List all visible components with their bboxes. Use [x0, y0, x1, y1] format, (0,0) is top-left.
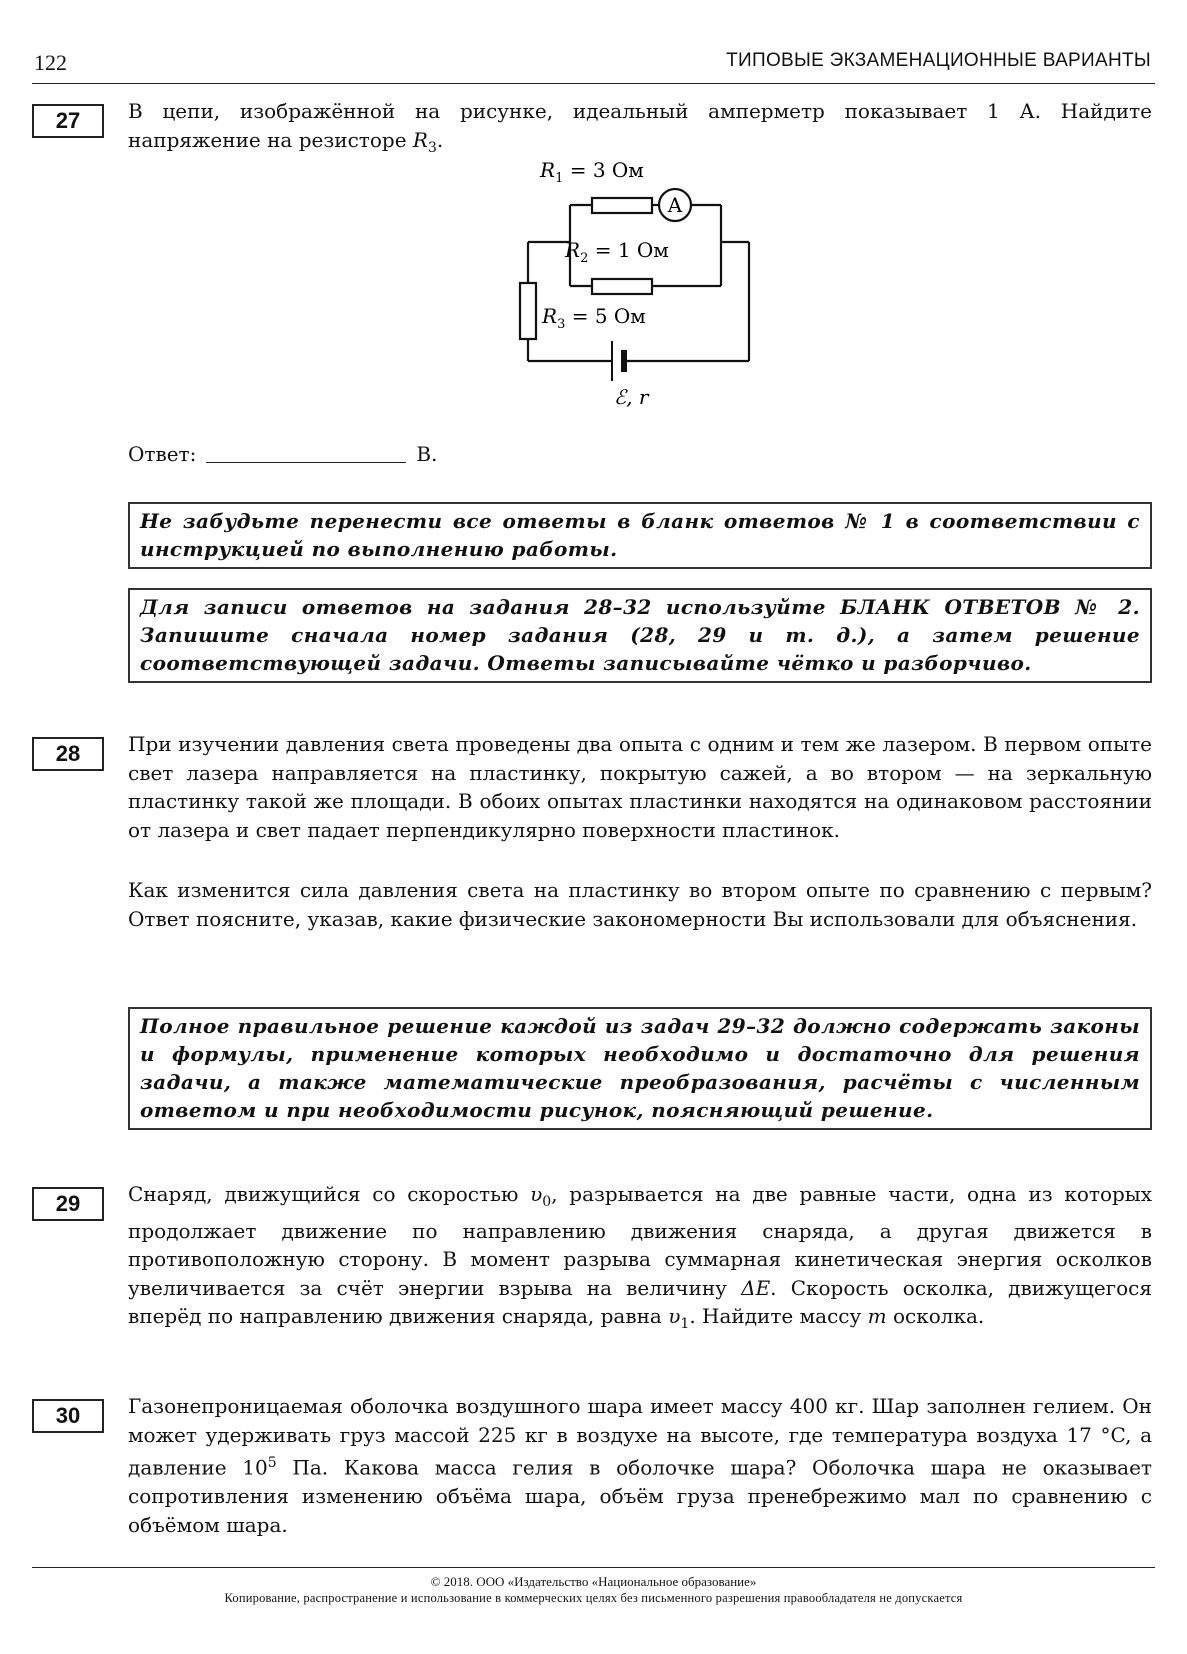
task29-v0-sub: 0 — [542, 1194, 552, 1210]
battery-short-plate — [621, 350, 627, 372]
task28-paragraph-1: При изучении давления света проведены два опыта с одним и тем же лазером. В первом опыте свет лазера направляется на пластинку, покрытую сажей, а во втором — на зеркальную пластинку такой же площади. В обоих опытах пластинки находятся на одинаковом расстоянии от лазера и свет падает перпендикулярно поверхности пластинок. — [128, 732, 1152, 842]
task29-v1-sub: 1 — [680, 1316, 690, 1332]
task-number-30: 30 — [32, 1399, 104, 1433]
task29-text-2: , разрывается на две равные части, одна из которых продолжает движение по направлению движения снаряда, а другая движется в противоположную сторону. В момент разрыва суммарная кинетическая энергия осколков увеличивается за счёт энергии взрыва на величину — [128, 1182, 1152, 1300]
task29-delta-e: ΔE — [741, 1275, 771, 1300]
resistor-r3 — [520, 283, 536, 339]
page-number: 122 — [34, 50, 67, 75]
footer-notice: Копирование, распространение и использование в коммерческих целях без письменного разрешения правообладателя не допускается — [224, 1591, 963, 1605]
footer-divider — [32, 1567, 1155, 1568]
header-divider — [32, 83, 1155, 84]
answer-label: Ответ: — [128, 442, 197, 466]
footer-copyright: © 2018. ООО «Издательство «Национальное образование» — [430, 1574, 757, 1589]
r1-label: $R_1 = 3$ Ом — [540, 158, 644, 186]
running-header: ТИПОВЫЕ ЭКЗАМЕНАЦИОННЫЕ ВАРИАНТЫ — [726, 50, 1151, 71]
resistor-r2 — [592, 279, 652, 294]
task29-v0: υ — [530, 1182, 543, 1206]
answer-field[interactable] — [206, 462, 406, 463]
r3-label: $R_3 = 5$ Ом — [542, 304, 646, 332]
task29-text — [128, 1180, 1152, 1339]
source-label: ℰ, r — [614, 385, 649, 409]
resistor-r1 — [592, 198, 652, 213]
task29-v1: υ — [668, 1304, 681, 1328]
task29-text-5: осколка. — [886, 1304, 985, 1328]
task30-text-1: Газонепроницаемая оболочка воздушного шара имеет массу 400 кг. Шар заполнен гелием. Он может удерживать груз массой 225 кг в воздухе на высоте, где температура воздуха 17 °C, а давление 10 — [128, 1394, 1152, 1480]
task27-text — [128, 97, 1152, 162]
task30-text — [128, 1392, 1152, 1539]
task29-text-3: . Скорость осколка, движущегося вперёд по направлению движения снаряда, равна — [128, 1275, 1152, 1328]
notice-transfer-answers: Не забудьте перенести все ответы в бланк ответов № 1 в соответствии с инструкцией по выполнению работы. — [128, 502, 1152, 569]
notice-full-solution: Полное правильное решение каждой из задач 29–32 должно содержать законы и формулы, применение которых необходимо и достаточно для решения задачи, а также математические преобразования, расчёты с численным ответом и при необходимости рисунок, поясняющий решение. — [128, 1007, 1152, 1130]
answer-unit: В. — [416, 442, 438, 466]
task-number-28: 28 — [32, 737, 104, 771]
circuit-diagram — [480, 155, 780, 435]
task27-text-sub: 3 — [427, 139, 437, 156]
task27-text-after: . — [436, 127, 444, 152]
task30-exponent: 5 — [267, 1455, 277, 1471]
notice-answer-form-2: Для записи ответов на задания 28–32 используйте БЛАНК ОТВЕТОВ № 2. Запишите сначала номер задания (28, 29 и т. д.), а затем решение соответствующей задачи. Ответы записывайте чётко и разборчиво. — [128, 588, 1152, 683]
task29-text-4: . Найдите массу — [689, 1304, 868, 1328]
task27-text-before: В цепи, изображённой на рисунке, идеальный амперметр показывает 1 А. Найдите напряжение на резисторе — [128, 99, 1152, 152]
r2-label: $R_2 = 1$ Ом — [565, 238, 669, 266]
answer-line — [128, 442, 437, 466]
task27-text-var: R — [412, 127, 428, 152]
ammeter-label: A — [667, 193, 683, 217]
task30-text-2: Па. Какова масса гелия в оболочке шара? Оболочка шара не оказывает сопротивления изменению объёма шара, объём груза пренебрежимо мал по сравнению с объёмом шара. — [128, 1455, 1152, 1537]
task29-m: m — [867, 1304, 887, 1328]
task29-text-1: Снаряд, движущийся со скоростью — [128, 1182, 531, 1206]
task-number-29: 29 — [32, 1187, 104, 1221]
task28-paragraph-2: Как изменится сила давления света на пластинку во втором опыте по сравнению с первым? Ответ поясните, указав, какие физические закономерности Вы использовали для объяснения. — [128, 878, 1152, 931]
task-number-27: 27 — [32, 104, 104, 138]
